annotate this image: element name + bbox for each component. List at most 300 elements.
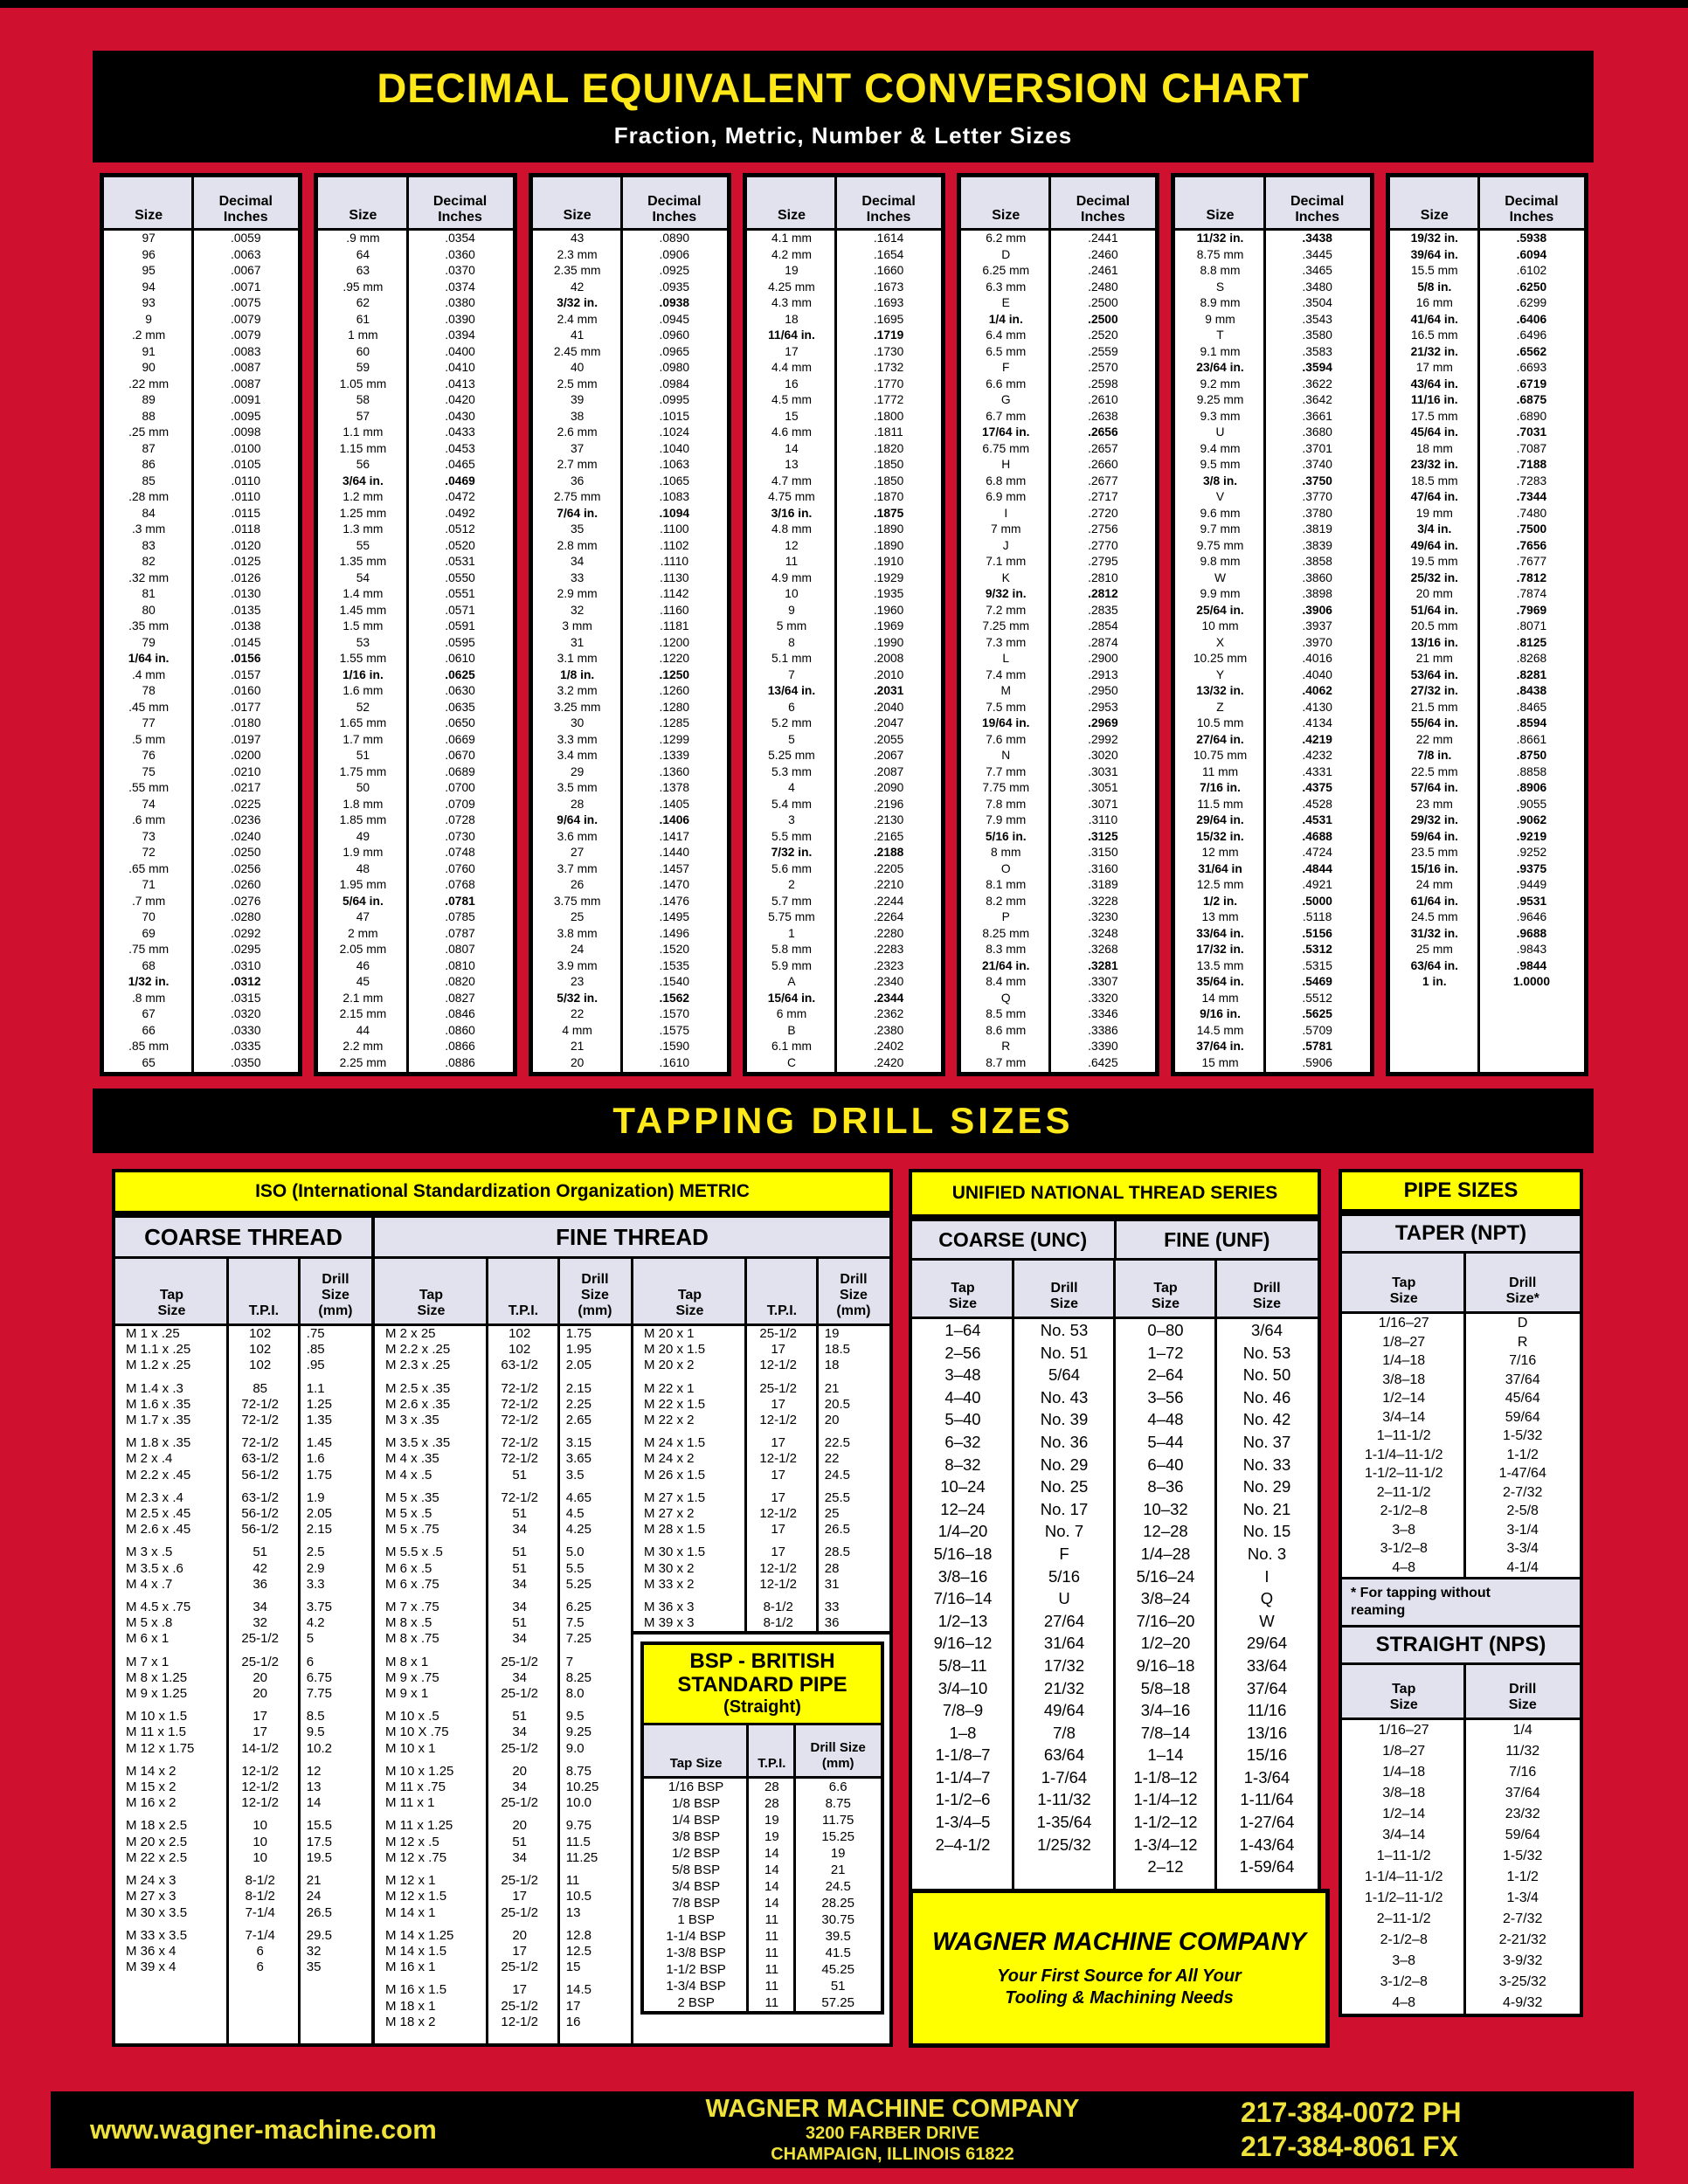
size-cell: 51/64 in. — [1410, 603, 1459, 617]
size-cell: 9.6 mm — [1200, 506, 1241, 520]
column-divider — [1477, 177, 1480, 1072]
tap-size-cell: 1-1/4–11-1/2 — [1364, 1870, 1443, 1884]
size-cell: 1.75 mm — [339, 764, 387, 778]
table-row — [318, 651, 512, 667]
tpi-cell: 42 — [253, 1560, 268, 1576]
tpi-cell: 12-1/2 — [759, 1560, 797, 1576]
drill-size-cell: 31 — [824, 1576, 840, 1592]
drill-size-cell: 8.0 — [565, 1686, 585, 1702]
decimal-cell: .0098 — [230, 425, 261, 439]
table-row — [115, 1811, 371, 1834]
decimal-cell: .3031 — [1088, 764, 1118, 778]
drill-size-cell: 11 — [565, 1873, 580, 1889]
decimal-cell: .0059 — [230, 232, 261, 245]
size-cell: 53/64 in. — [1410, 667, 1459, 681]
size-cell: 3 — [788, 813, 795, 826]
table-row — [533, 683, 727, 700]
tpi-cell: 34 — [512, 1522, 528, 1538]
decimal-cell: .0650 — [445, 716, 475, 729]
table-row — [1342, 1741, 1580, 1762]
tpi-cell: 17 — [771, 1522, 786, 1538]
tap-size-cell: M 11 x 1.5 — [126, 1724, 186, 1740]
decimal-cell: .2638 — [1088, 409, 1118, 423]
table-row — [318, 522, 512, 538]
table-row — [1390, 377, 1584, 393]
table-row — [644, 1911, 881, 1928]
table-row — [533, 1006, 727, 1023]
size-cell: L — [1002, 652, 1010, 665]
table-row — [747, 280, 941, 296]
decimal-cell: .9531 — [1516, 894, 1547, 908]
table-row — [104, 280, 298, 296]
tap-size-cell: 1–11-1/2 — [1376, 1428, 1431, 1443]
tap-size-cell: M 20 x 1 — [644, 1326, 695, 1341]
decimal-cell: .2992 — [1088, 732, 1118, 746]
size-cell: 1.3 mm — [342, 522, 384, 536]
decimal-cell: .2344 — [873, 991, 904, 1005]
size-cell: 20 mm — [1415, 587, 1453, 600]
size-cell: .28 mm — [128, 490, 169, 503]
table-row — [1342, 1909, 1580, 1930]
tap-size-cell: 1-1/8–7 — [935, 1745, 991, 1765]
column-divider — [486, 1259, 488, 2043]
size-cell: 7/64 in. — [557, 506, 598, 520]
table-row — [633, 1374, 889, 1397]
size-cell: 90 — [142, 361, 156, 374]
drill-size-cell: 33/64 — [1246, 1655, 1288, 1675]
fine-thread-left — [375, 1259, 633, 2043]
drill-size-cell: 1.35 — [306, 1413, 332, 1428]
decimal-cell: .1520 — [659, 943, 690, 956]
size-cell: 58 — [356, 393, 370, 406]
tpi-cell: 25-1/2 — [501, 1998, 538, 2014]
tap-size-header: Tap Size — [417, 1288, 446, 1318]
tap-size-cell: 1/4–28 — [1140, 1544, 1191, 1563]
table-row — [318, 683, 512, 700]
size-cell: .95 mm — [342, 280, 384, 294]
tpi-cell: 72-1/2 — [241, 1435, 279, 1451]
decimal-cell: .1457 — [659, 861, 690, 875]
size-cell: 5.7 mm — [771, 894, 812, 908]
tap-size-cell: 3/8–18 — [1382, 1372, 1426, 1387]
table-row — [747, 1055, 941, 1072]
tap-size-cell: 1/8–27 — [1382, 1334, 1426, 1350]
size-cell: 51 — [356, 749, 370, 762]
table-row — [1175, 877, 1369, 894]
size-cell: 14.5 mm — [1196, 1023, 1244, 1037]
tap-size-cell: M 6 x .75 — [385, 1576, 439, 1592]
page-title: DECIMAL EQUIVALENT CONVERSION CHART — [377, 65, 1310, 111]
tap-size-cell: 4–40 — [944, 1387, 981, 1406]
decimal-cell: .2067 — [873, 749, 904, 762]
size-cell: 44 — [356, 1023, 370, 1037]
size-cell: .7 mm — [131, 894, 166, 908]
table-row — [747, 861, 941, 878]
drill-size-cell: 13 — [565, 1904, 581, 1920]
table-row — [1342, 1483, 1580, 1503]
decimal-cell: .6875 — [1516, 393, 1547, 406]
size-cell: 7.8 mm — [986, 797, 1027, 811]
coarse-thread-grid — [115, 1259, 371, 2043]
drill-size-cell: 23/32 — [1505, 1807, 1540, 1821]
tap-size-cell: 1-3/8 BSP — [666, 1946, 726, 1961]
size-cell: 2.1 mm — [342, 991, 384, 1005]
drill-size-cell: 3/64 — [1250, 1321, 1283, 1339]
size-cell: 8.3 mm — [986, 943, 1027, 956]
decimal-cell: .1719 — [873, 328, 904, 342]
table-row — [104, 829, 298, 846]
table-row — [747, 425, 941, 441]
tap-size-cell: 1/4–18 — [1382, 1765, 1426, 1780]
table-row — [1175, 619, 1369, 635]
unified-grid — [912, 1261, 1318, 1894]
table-body — [1175, 231, 1369, 1072]
top-edge-strip — [0, 0, 1688, 8]
size-cell: 24.5 mm — [1410, 910, 1458, 923]
drill-size-cell: 2.15 — [306, 1522, 332, 1538]
drill-size-cell: 11.5 — [565, 1834, 591, 1849]
table-row — [747, 1023, 941, 1040]
decimal-cell: .0551 — [445, 587, 475, 600]
decimal-cell: .1590 — [659, 1040, 690, 1053]
table-row — [747, 700, 941, 716]
table-row — [1175, 280, 1369, 296]
tpi-cell: 11 — [764, 1946, 779, 1961]
drill-size-cell: 14 — [306, 1795, 322, 1811]
tap-size-cell: M 16 x 1 — [385, 1959, 436, 1975]
size-cell: 2 — [788, 878, 795, 891]
drill-size-cell: 6.25 — [565, 1600, 591, 1615]
table-row — [633, 1483, 889, 1506]
table-row — [533, 797, 727, 813]
table-row — [961, 312, 1155, 328]
decimal-cell: .3740 — [1302, 458, 1332, 471]
drill-size-cell: 2-5/8 — [1506, 1503, 1539, 1518]
drill-size-cell: 24.5 — [824, 1467, 850, 1482]
size-cell: 9/64 in. — [557, 813, 598, 826]
drill-size-cell: Q — [1260, 1589, 1274, 1608]
size-cell: 3 mm — [562, 619, 592, 632]
decimal-cell: .8465 — [1516, 700, 1547, 714]
size-cell: 1.55 mm — [339, 652, 387, 665]
table-row — [961, 409, 1155, 425]
decimal-cell: .7031 — [1516, 425, 1547, 439]
decimal-cell: .4062 — [1302, 684, 1332, 697]
table-row — [104, 877, 298, 894]
table-body — [104, 231, 298, 1072]
table-row — [104, 554, 298, 570]
table-row — [115, 1468, 371, 1483]
table-row — [533, 441, 727, 458]
table-row — [961, 829, 1155, 846]
table-row — [533, 409, 727, 425]
table-row — [104, 1039, 298, 1055]
tpi-cell: 51 — [512, 1615, 528, 1631]
size-cell: .6 mm — [131, 813, 166, 826]
size-cell: 52 — [356, 700, 370, 714]
table-row — [1175, 715, 1369, 732]
table-row — [747, 635, 941, 652]
size-cell: 17.5 mm — [1410, 409, 1458, 423]
tpi-cell: 25-1/2 — [501, 1873, 538, 1889]
size-cell: 1/4 in. — [988, 312, 1023, 326]
table-row — [1390, 231, 1584, 247]
size-cell: 68 — [142, 958, 156, 972]
address-line-1: 3200 FARBER DRIVE — [806, 2124, 979, 2143]
decimal-cell: .1820 — [873, 441, 904, 455]
size-cell: 9.2 mm — [1200, 377, 1241, 390]
size-cell: F — [1002, 361, 1010, 374]
tap-size-cell: M 1.8 x .35 — [126, 1435, 191, 1451]
table-row — [1390, 942, 1584, 958]
table-row — [115, 1670, 371, 1686]
table-row — [961, 812, 1155, 829]
tap-size-cell: 7/8 BSP — [672, 1896, 721, 1911]
size-cell: 24 — [571, 943, 585, 956]
tap-size-cell: M 1.6 x .35 — [126, 1396, 191, 1412]
drill-size-cell: 33 — [824, 1600, 840, 1615]
decimal-cell: .0312 — [230, 975, 261, 988]
table-row — [1390, 926, 1584, 943]
size-cell: 4 — [788, 781, 795, 794]
tap-size-cell: M 14 x 2 — [126, 1763, 176, 1779]
tap-size-cell: 3/8 BSP — [672, 1829, 721, 1845]
decimal-cell: .3110 — [1088, 813, 1118, 826]
table-row — [1390, 909, 1584, 926]
decimal-cell: .1811 — [874, 425, 903, 439]
table-row — [961, 619, 1155, 635]
drill-size-cell: 5.0 — [565, 1545, 585, 1560]
tap-size-cell: 2–56 — [944, 1343, 981, 1362]
tpi-cell: 12-1/2 — [501, 2014, 538, 2029]
size-cell: .2 mm — [131, 328, 166, 342]
npt-grid — [1342, 1254, 1580, 1577]
tpi-cell: 8-1/2 — [763, 1615, 793, 1631]
table-row — [1175, 829, 1369, 846]
table-row — [375, 1326, 631, 1342]
decimal-cell: .1024 — [659, 425, 690, 439]
decimal-cell: .1406 — [659, 813, 690, 826]
table-row — [375, 1999, 631, 2015]
decimal-cell: .2323 — [873, 958, 904, 972]
size-cell: 1.6 mm — [342, 684, 384, 697]
table-row — [1175, 473, 1369, 490]
table-row — [1175, 603, 1369, 619]
size-cell: 87 — [142, 441, 156, 455]
size-cell: 18.5 mm — [1410, 473, 1458, 487]
fine-thread-title: FINE THREAD — [375, 1218, 889, 1259]
decimal-cell: .0635 — [445, 700, 475, 714]
table-row — [375, 1374, 631, 1397]
decimal-cell: .1200 — [659, 635, 690, 649]
table-row — [115, 1428, 371, 1451]
size-cell: 7.9 mm — [986, 813, 1027, 826]
tpi-cell: 102 — [508, 1342, 531, 1358]
decimal-cell: .2610 — [1088, 393, 1118, 406]
size-cell: 2 mm — [348, 926, 378, 940]
table-row — [1390, 409, 1584, 425]
drill-size-cell: 17.5 — [306, 1834, 332, 1849]
coarse-unc-title: COARSE (UNC) — [912, 1221, 1117, 1258]
table-row — [633, 1397, 889, 1413]
tap-size-cell: 1-1/2–11-1/2 — [1364, 1466, 1443, 1481]
size-cell: .35 mm — [128, 619, 169, 632]
tpi-cell: 17 — [512, 1889, 528, 1904]
table-row — [961, 538, 1155, 555]
size-cell: 10.5 mm — [1196, 716, 1244, 729]
table-row — [961, 473, 1155, 490]
drill-size-cell: .85 — [306, 1342, 325, 1358]
tap-size-cell: M 16 x 2 — [126, 1795, 176, 1811]
decimal-cell: .0079 — [230, 328, 261, 342]
drill-size-cell: 6.6 — [828, 1780, 847, 1795]
tpi-cell: 12-1/2 — [241, 1763, 279, 1779]
drill-size-cell: 51 — [830, 1979, 846, 1994]
decimal-cell: .0260 — [230, 878, 261, 891]
column-divider — [816, 1259, 819, 1635]
decimal-cell: .1870 — [873, 490, 904, 503]
table-row — [318, 1023, 512, 1040]
drill-size-cell: 2.9 — [306, 1560, 325, 1576]
size-cell: 15/64 in. — [767, 991, 816, 1005]
table-row — [1175, 586, 1369, 603]
table-row — [104, 538, 298, 555]
decimal-cell: .0531 — [445, 555, 475, 568]
decimal-cell: .0827 — [445, 991, 475, 1005]
decimal-cell: .7344 — [1516, 490, 1547, 503]
tap-size-cell: M 20 x 2 — [644, 1358, 695, 1373]
size-cell: Z — [1216, 700, 1224, 714]
size-cell: 7.1 mm — [986, 555, 1027, 568]
table-row — [115, 1702, 371, 1724]
decimal-cell: .0748 — [445, 846, 475, 859]
company-name: WAGNER MACHINE COMPANY — [705, 2095, 1080, 2123]
website-link[interactable]: www.wagner-machine.com — [90, 2114, 437, 2145]
table-row — [104, 812, 298, 829]
drill-size-cell: No. 53 — [1040, 1321, 1089, 1339]
decimal-cell: .0130 — [230, 587, 261, 600]
table-row — [961, 441, 1155, 458]
decimal-cell: .2461 — [1088, 264, 1118, 277]
table-row — [747, 991, 941, 1007]
drill-size-cell: 2.25 — [565, 1396, 591, 1412]
tpi-cell: 14-1/2 — [241, 1740, 279, 1756]
size-cell: 29 — [571, 764, 585, 778]
tpi-cell: 102 — [508, 1326, 531, 1341]
decimal-cell: .0728 — [445, 813, 475, 826]
tpi-cell: 25-1/2 — [501, 1795, 538, 1811]
tap-size-cell: M 12 x 1.75 — [126, 1740, 195, 1756]
table-row — [1390, 554, 1584, 570]
decimal-cell: .4016 — [1302, 652, 1332, 665]
decimal-cell: .0087 — [230, 361, 261, 374]
drill-size-header: Drill Size — [1049, 1281, 1078, 1311]
table-row — [633, 1413, 889, 1428]
size-cell: 15 — [785, 409, 799, 423]
decimal-cell: .0866 — [445, 1040, 475, 1053]
tap-size-cell: 1/4–18 — [1382, 1353, 1426, 1368]
bsp-table — [640, 1641, 884, 2015]
tpi-cell: 6 — [256, 1959, 264, 1975]
size-cell: 91 — [142, 344, 156, 358]
table-row — [961, 392, 1155, 409]
table-row — [1175, 764, 1369, 781]
table-row — [104, 845, 298, 861]
size-cell: 6.7 mm — [986, 409, 1027, 423]
tap-size-cell: M 5 x .75 — [385, 1522, 439, 1538]
size-header: Size — [563, 208, 591, 223]
table-row — [747, 909, 941, 926]
table-row — [533, 295, 727, 312]
drill-size-cell: 1/25/32 — [1037, 1835, 1091, 1854]
tpi-cell: 63-1/2 — [241, 1489, 279, 1505]
table-header — [747, 177, 941, 231]
tap-size-cell: 1/2–20 — [1140, 1634, 1191, 1653]
size-cell: 57/64 in. — [1410, 781, 1459, 794]
table-header — [961, 177, 1155, 231]
table-row — [1175, 231, 1369, 247]
drill-size-cell: 20.5 — [824, 1396, 850, 1412]
decimal-cell: .1280 — [659, 700, 690, 714]
tpi-cell: 25-1/2 — [759, 1326, 797, 1341]
table-row — [633, 1615, 889, 1631]
size-cell: 95 — [142, 264, 156, 277]
size-cell: 6.2 mm — [986, 232, 1027, 245]
tap-size-cell: M 14 x 1 — [385, 1904, 436, 1920]
drill-size-cell: F — [1059, 1544, 1069, 1563]
table-body — [633, 1326, 889, 1635]
table-row — [1390, 780, 1584, 797]
tpi-cell: 17 — [771, 1396, 786, 1412]
table-row — [644, 1994, 881, 2011]
tpi-cell: 63-1/2 — [241, 1451, 279, 1467]
table-row — [747, 392, 941, 409]
table-row — [115, 1648, 371, 1670]
decimal-cell: .0197 — [230, 732, 261, 746]
size-cell: .3 mm — [131, 522, 166, 536]
tap-size-cell: M 27 x 1.5 — [644, 1489, 706, 1505]
drill-size-cell: .75 — [306, 1326, 325, 1341]
size-cell: 77 — [142, 716, 156, 729]
table-row — [375, 1975, 631, 1998]
table-row — [533, 635, 727, 652]
tap-size-cell: 3–8 — [1392, 1522, 1416, 1538]
decimal-cell: .3248 — [1088, 926, 1118, 940]
table-row — [1390, 748, 1584, 764]
table-row — [115, 1724, 371, 1740]
drill-size-cell: 1-35/64 — [1036, 1813, 1092, 1832]
size-cell: 4.1 mm — [771, 232, 812, 245]
table-row — [104, 1055, 298, 1072]
decimal-cell: .0433 — [445, 425, 475, 439]
size-cell: 82 — [142, 555, 156, 568]
table-body — [375, 1326, 631, 2043]
table-row — [747, 942, 941, 958]
table-row — [961, 732, 1155, 749]
tpi-cell: 20 — [253, 1669, 268, 1685]
size-cell: 6.8 mm — [986, 473, 1027, 487]
size-cell: 29/32 in. — [1410, 813, 1459, 826]
table-row — [961, 570, 1155, 587]
size-cell: 4.4 mm — [771, 361, 812, 374]
drill-size-header: Drill Size* — [1505, 1275, 1539, 1306]
table-row — [1390, 586, 1584, 603]
size-cell: 17/64 in. — [982, 425, 1030, 439]
size-cell: 96 — [142, 247, 156, 261]
decimal-cell: .2598 — [1088, 377, 1118, 390]
decimal-cell: .0067 — [230, 264, 261, 277]
drill-size-cell: 9.75 — [565, 1818, 591, 1834]
